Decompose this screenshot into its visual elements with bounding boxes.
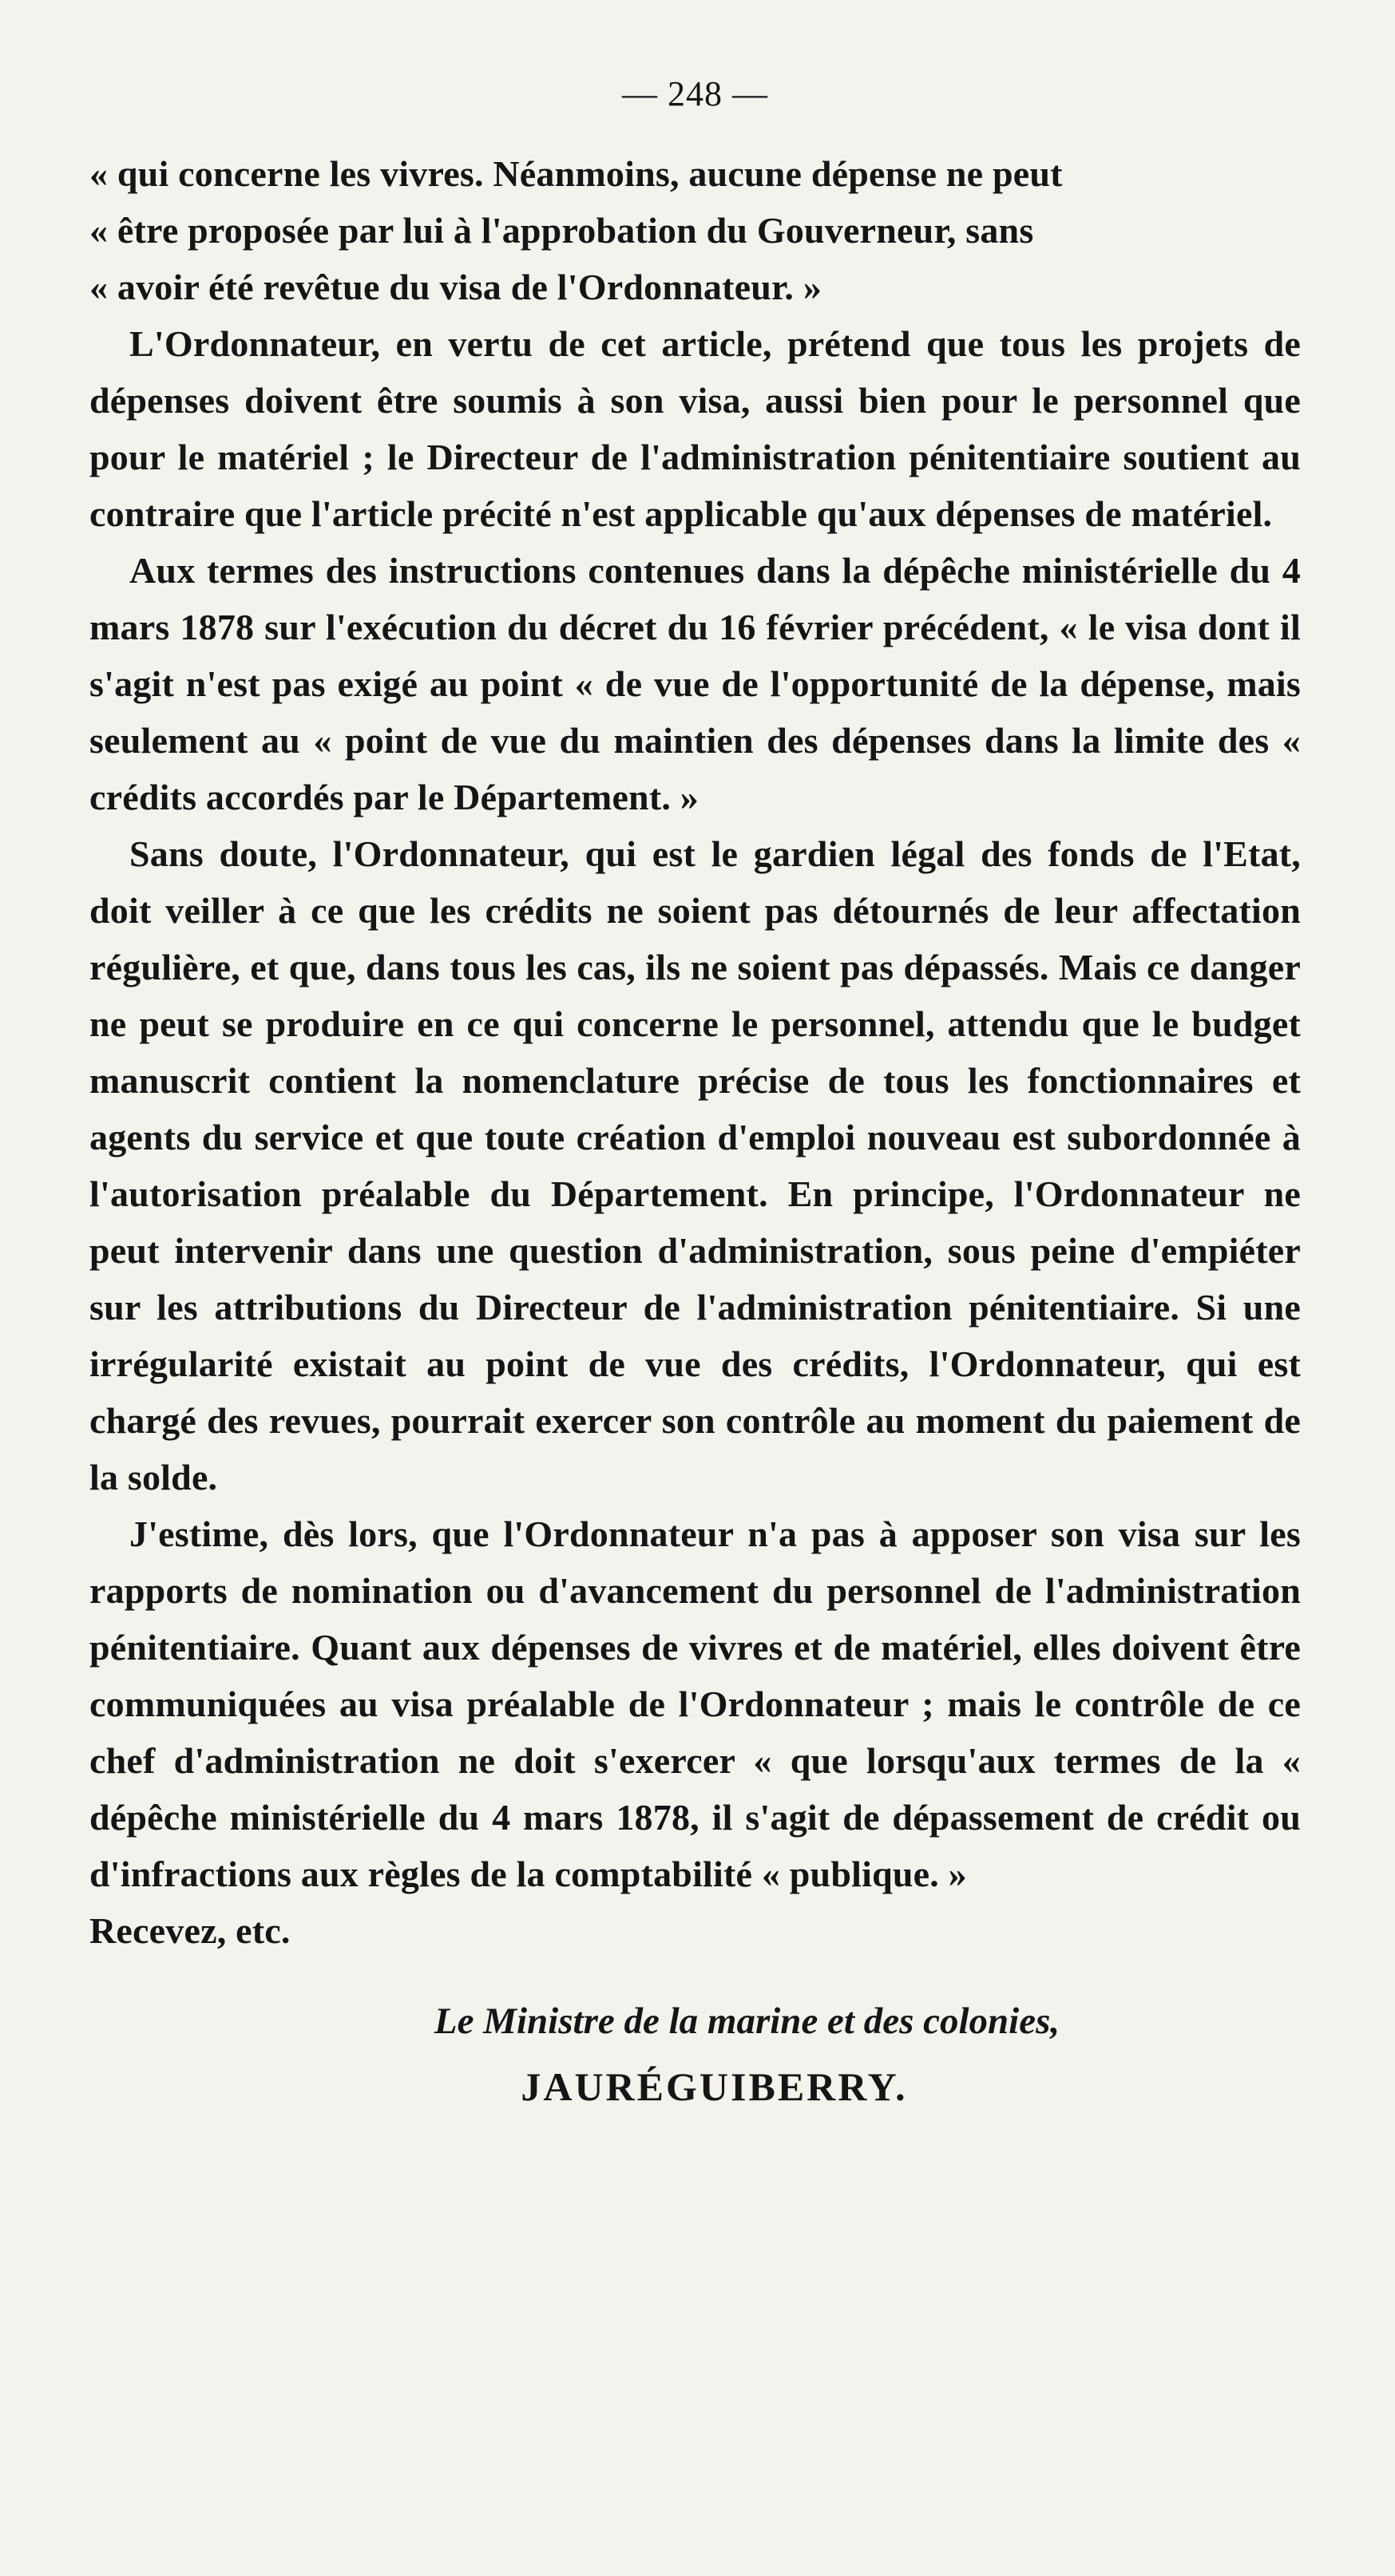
signature-block bbox=[89, 1997, 1301, 2111]
page-number: — 248 — bbox=[622, 74, 768, 113]
paragraph-ordonnateur-claim: L'Ordonnateur, en vertu de cet article, prétend que tous les projets de dépenses doivent être soumis à son visa, aussi bien pour le personnel que pour le matériel ; le Directeur de l'administration pénitentiaire soutient au contraire que l'article précité n'est applicable qu'aux dépenses de matériel. bbox=[89, 323, 1301, 534]
quote-line: « être proposée par lui à l'approbation du Gouverneur, sans bbox=[89, 210, 1034, 251]
paragraph-conclusion: J'estime, dès lors, que l'Ordonnateur n'a pas à apposer son visa sur les rapports de nomination ou d'avancement du personnel de l'administration pénitentiaire. Quant aux dépenses de vivres et de matériel, elles doivent être communiquées au visa préalable de l'Ordonnateur ; mais le contrôle de ce chef d'administration ne doit s'exercer « que lorsqu'aux termes de la « dépêche ministérielle du 4 mars 1878, il s'agit de dépassement de crédit ou d'infractions aux règles de la comptabilité « publique. » bbox=[89, 1514, 1301, 1894]
opening-quote bbox=[89, 145, 1301, 315]
paragraph-credit-control: Sans doute, l'Ordonnateur, qui est le gardien légal des fonds de l'Etat, doit veiller à ce que les crédits ne soient pas détournés de leur affectation régulière, et que, dans tous les cas, ils ne soient pas dépassés. Mais ce danger ne peut se produire en ce qui concerne le personnel, attendu que le budget manuscrit contient la nomenclature précise de tous les fonctionnaires et agents du service et que toute création d'emploi nouveau est subordonnée à l'autorisation préalable du Département. En principe, l'Ordonnateur ne peut intervenir dans une question d'administration, sous peine d'empiéter sur les attributions du Directeur de l'administration pénitentiaire. Si une irrégularité existait au point de vue des crédits, l'Ordonnateur, qui est chargé des revues, pourrait exercer son contrôle au moment du paiement de la solde. bbox=[89, 833, 1301, 1498]
signatory-name: JAURÉGUIBERRY. bbox=[521, 2064, 908, 2109]
letter-body bbox=[89, 145, 1301, 1959]
signatory-title: Le Ministre de la marine et des colonies, bbox=[434, 2000, 1060, 2042]
quote-line: « avoir été revêtue du visa de l'Ordonnateur. » bbox=[89, 267, 822, 307]
closing-formula: Recevez, etc. bbox=[89, 1910, 291, 1951]
paragraph-ministerial-instructions: Aux termes des instructions contenues dans la dépêche ministérielle du 4 mars 1878 sur l'exécution du décret du 16 février précédent, « le visa dont il s'agit n'est pas exigé au point « de vue de l'opportunité de la dépense, mais seulement au « point de vue du maintien des dépenses dans la limite des « crédits accordés par le Département. » bbox=[89, 550, 1301, 817]
quote-line: « qui concerne les vivres. Néanmoins, aucune dépense ne peut bbox=[89, 153, 1063, 194]
